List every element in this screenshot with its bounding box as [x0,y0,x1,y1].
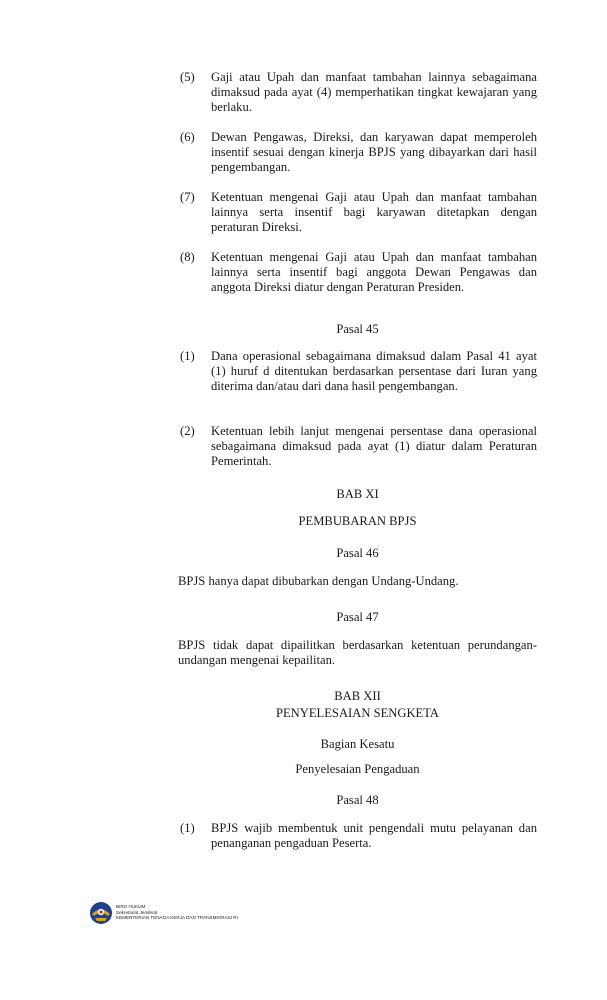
pasal-48-ayat-1 [178,821,537,851]
ayat-number: (5) [180,70,195,84]
ayat-number: (7) [180,190,195,204]
pasal-47-text: BPJS tidak dapat dipailitkan berdasarkan ketentuan perundangan-undangan mengenai kepailitan. [178,638,537,668]
ministry-emblem-icon [89,901,113,925]
pasal-45-ayat-1 [178,349,537,395]
bab-12-subtitle: PENYELESAIAN SENGKETA [275,706,440,720]
pasal-45-ayat-2 [178,424,537,470]
bagian-subtitle: Penyelesaian Pengaduan [295,762,420,776]
ayat-6 [178,130,537,176]
footer-line-3: KEMENTERIAN TENAGA KERJA DAN TRANSMIGRASI RI [116,915,238,921]
footer-line-1: BIRO HUKUM [116,904,146,909]
ayat-number: (1) [180,349,195,363]
ayat-text: Dewan Pengawas, Direksi, dan karyawan dapat memperoleh insentif sesuai dengan kinerja BPJS yang dibayarkan dari hasil pengembangan. [211,130,537,175]
ayat-7 [178,190,537,236]
ayat-number: (2) [180,424,195,438]
bab-12-title: BAB XII [334,689,381,703]
bab-11-title: BAB XI [336,487,379,501]
bab-11-subtitle: PEMBUBARAN BPJS [298,514,417,528]
ayat-text: BPJS wajib membentuk unit pengendali mutu pelayanan dan penanganan pengaduan Peserta. [211,821,537,851]
footer-text [116,904,238,921]
ayat-text: Ketentuan mengenai Gaji atau Upah dan manfaat tambahan lainnya serta insentif bagi karyawan ditetapkan dengan peraturan Direksi. [211,190,537,235]
footer-line-2: Sekretariat Jenderal [116,909,158,915]
pasal-46-title: Pasal 46 [336,546,379,560]
pasal-46-text: BPJS hanya dapat dibubarkan dengan Undang-Undang. [178,574,459,588]
bagian-title: Bagian Kesatu [320,737,395,751]
ayat-text: Dana operasional sebagaimana dimaksud dalam Pasal 41 ayat (1) huruf d ditentukan berdasarkan persentase dari Iuran yang diterima dan/atau dari dana hasil pengembangan. [211,349,537,394]
ayat-number: (6) [180,130,195,144]
ayat-number: (8) [180,250,195,264]
pasal-47-title: Pasal 47 [336,610,379,624]
ayat-text: Gaji atau Upah dan manfaat tambahan lainnya sebagaimana dimaksud pada ayat (4) memperhatikan tingkat kewajaran yang berlaku. [211,70,537,115]
ayat-8 [178,250,537,296]
ayat-5 [178,70,537,116]
ayat-text: Ketentuan lebih lanjut mengenai persentase dana operasional sebagaimana dimaksud pada ayat (1) diatur dalam Peraturan Pemerintah. [211,424,537,469]
pasal-48-title: Pasal 48 [336,793,379,807]
ayat-number: (1) [180,821,195,835]
pasal-45-title: Pasal 45 [336,322,379,336]
ayat-text: Ketentuan mengenai Gaji atau Upah dan manfaat tambahan lainnya serta insentif bagi anggota Dewan Pengawas dan anggota Direksi diatur dengan Peraturan Presiden. [211,250,537,295]
